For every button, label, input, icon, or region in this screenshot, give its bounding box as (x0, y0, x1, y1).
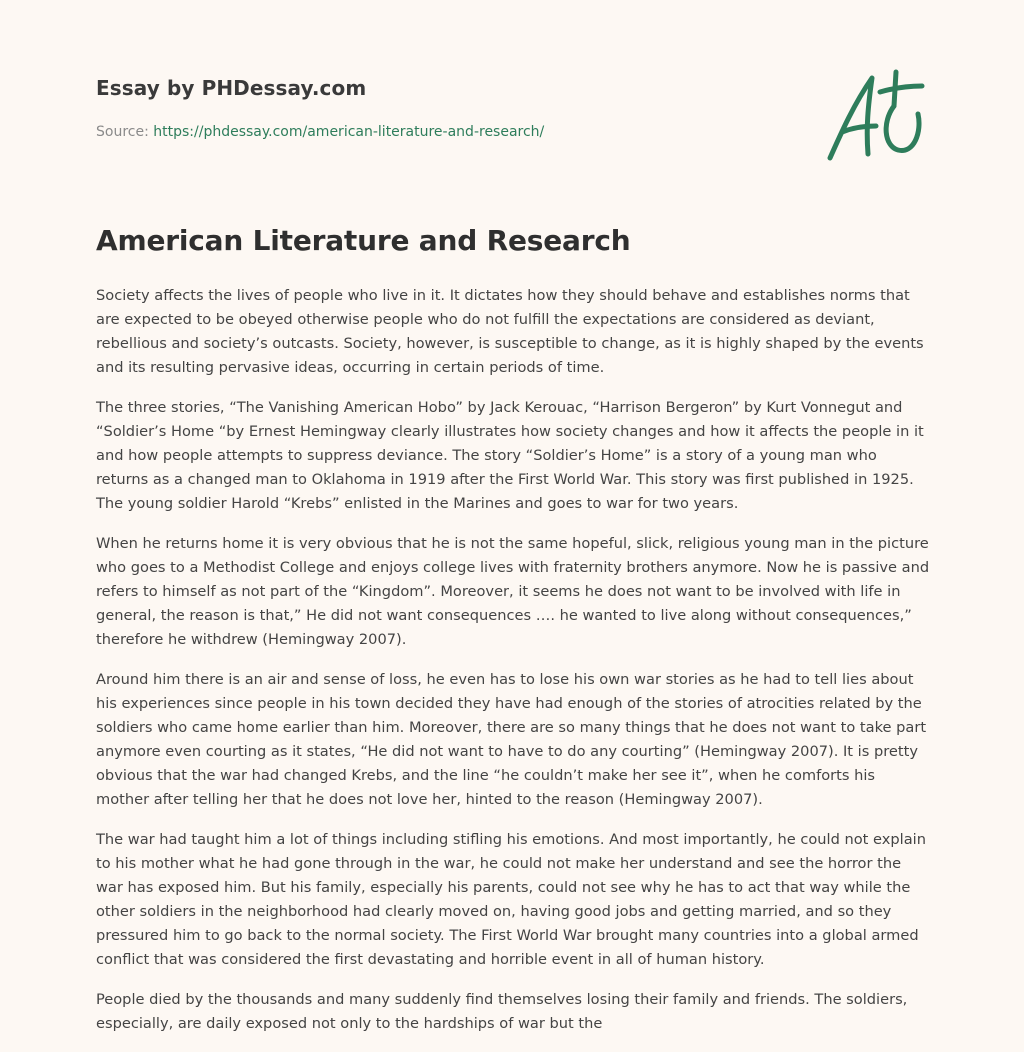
essay-paragraph: Around him there is an air and sense of loss, he even has to lose his own war stories as he had to tell lies about his experiences since people in his town decided they have had enough of the stories of atrocities related by the soldiers who came home earlier than him. Moreover, there are so many things that he does not want to take part anymore even courting as it states, “He did not want to have to do any courting” (Hemingway 2007). It is pretty obvious that the war had changed Krebs, and the line “he couldn’t make her see it”, when he comforts his mother after telling her that he does not love her, hinted to the reason (Hemingway 2007). (96, 671, 927, 808)
a-plus-logo-icon (822, 66, 932, 166)
essay-title: American Literature and Research (96, 224, 631, 257)
essay-paragraph: People died by the thousands and many suddenly find themselves losing their family and friends. The soldiers, especially, are daily exposed not only to the hardships of war but the (96, 991, 908, 1032)
site-brand: Essay by PHDessay.com (96, 76, 367, 100)
source-line (96, 124, 544, 140)
essay-paragraph: Society affects the lives of people who live in it. It dictates how they should behave and establishes norms that are expected to be obeyed otherwise people who do not fulfill the expectations are considered as deviant, rebellious and society’s outcasts. Society, however, is susceptible to change, as it is highly shaped by the events and its resulting pervasive ideas, occurring in certain periods of time. (96, 287, 924, 376)
source-link[interactable]: https://phdessay.com/american-literature-and-research/ (153, 124, 545, 140)
essay-paragraph: The war had taught him a lot of things including stifling his emotions. And most importantly, he could not explain to his mother what he had gone through in the war, he could not make her understand and see the horror the war has exposed him. But his family, especially his parents, could not see why he has to act that way while the other soldiers in the neighborhood had clearly moved on, having good jobs and getting married, and so they pressured him to go back to the normal society. The First World War brought many countries into a global armed conflict that was considered the first devastating and horrible event in all of human history. (96, 831, 926, 968)
essay-paragraph: When he returns home it is very obvious that he is not the same hopeful, slick, religious young man in the picture who goes to a Methodist College and enjoys college lives with fraternity brothers anymore. Now he is passive and refers to himself as not part of the “Kingdom”. Moreover, it seems he does not want to be involved with life in general, the reason is that,” He did not want consequences …. he wanted to live along without consequences,” therefore he withdrew (Hemingway 2007). (96, 535, 930, 648)
essay-paragraph: The three stories, “The Vanishing American Hobo” by Jack Kerouac, “Harrison Bergeron” by Kurt Vonnegut and “Soldier’s Home “by Ernest Hemingway clearly illustrates how society changes and how it affects the people in it and how people attempts to suppress deviance. The story “Soldier’s Home” is a story of a young man who returns as a changed man to Oklahoma in 1919 after the First World War. This story was first published in 1925. The young soldier Harold “Krebs” enlisted in the Marines and goes to war for two years. (96, 399, 924, 512)
source-label: Source: (96, 124, 149, 140)
essay-body (96, 284, 932, 1052)
